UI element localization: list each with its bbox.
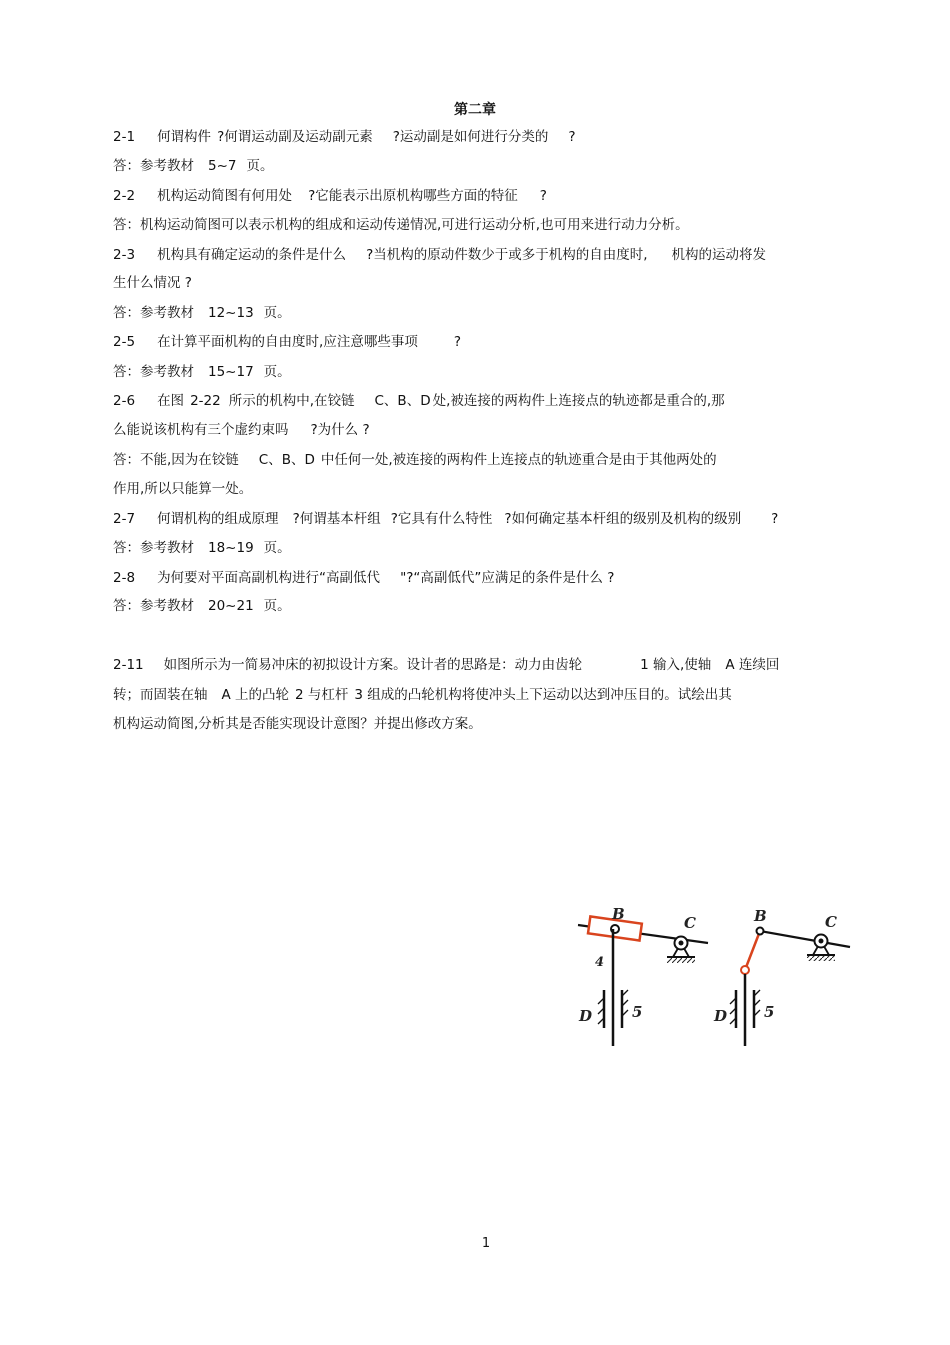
question-2-6	[113, 392, 725, 410]
answer-text: 中任何一处,被连接的两构件上连接点的轨迹重合是由于其他两处的	[320, 452, 717, 468]
question-text: ?	[453, 334, 462, 350]
question-text: 为何要对平面高副机构进行“高副低代	[157, 570, 381, 586]
question-text: ?何谓运动副及运动副元素	[217, 129, 373, 145]
question-text: A 连续回	[725, 657, 780, 673]
answer-2-2	[113, 216, 689, 234]
question-number: 2-3	[113, 247, 136, 263]
answer-2-8	[113, 597, 291, 615]
mechanism-right	[713, 907, 850, 1046]
question-text: A 上的凸轮	[221, 687, 290, 703]
answer-text: 答：参考教材	[113, 364, 194, 380]
label-c: C	[825, 913, 837, 931]
chapter-title: 第二章	[454, 102, 496, 118]
question-text: 所示的机构中,在铰链	[228, 393, 355, 409]
question-text: ?何谓基本杆组	[292, 511, 381, 527]
answer-text: 页。	[263, 364, 291, 380]
question-text: ?为什么 ?	[310, 422, 370, 438]
label-d: D	[714, 1007, 728, 1025]
question-text: ?	[539, 188, 547, 204]
page-range: 12~13	[208, 305, 254, 321]
label-5: 5	[764, 1003, 775, 1021]
question-text: 转；而固装在轴	[113, 687, 208, 703]
question-2-3	[113, 246, 766, 264]
question-number: 2-1	[113, 129, 136, 145]
label-b: B	[754, 907, 767, 925]
question-text: 机构运动简图,分析其是否能实现设计意图？并提出修改方案。	[113, 716, 482, 732]
answer-text: 页。	[263, 305, 291, 321]
question-2-7	[113, 510, 778, 528]
page-number: 1	[481, 1236, 491, 1251]
question-2-5	[113, 333, 461, 351]
answer-2-6-cont	[113, 480, 252, 498]
question-text: "?“高副低代”应满足的条件是什么 ?	[400, 570, 615, 586]
question-2-2	[113, 187, 547, 205]
answer-text: 页。	[263, 540, 291, 556]
question-text: 机构运动简图有何用处	[157, 188, 293, 204]
answer-text: 答：机构运动简图可以表示机构的组成和运动传递情况,可进行运动分析,也可用来进行动力分析。	[113, 217, 689, 233]
question-text: 在计算平面机构的自由度时,应注意哪些事项	[157, 334, 418, 350]
question-text: 3 组成的凸轮机构将使冲头上下运动以达到冲压目的。试绘出其	[354, 687, 732, 703]
page-range: 20~21	[208, 598, 254, 614]
question-text: 何谓机构的组成原理	[157, 511, 279, 527]
link-red	[745, 931, 760, 970]
question-text: 何谓构件	[157, 129, 212, 145]
joint-b	[757, 928, 764, 935]
answer-2-7	[113, 539, 291, 557]
joint-labels: C、B、D	[258, 452, 315, 468]
answer-text: 答：参考教材	[113, 305, 194, 321]
question-2-11	[113, 656, 779, 674]
answer-text: 答：参考教材	[113, 598, 194, 614]
answer-text: 答：参考教材	[113, 540, 194, 556]
question-text: ?	[568, 129, 576, 145]
question-2-6-cont	[113, 421, 370, 439]
question-text: 机构具有确定运动的条件是什么	[157, 247, 347, 263]
question-text: 处,被连接的两构件上连接点的轨迹都是重合的,那	[432, 393, 725, 409]
mechanism-left	[578, 905, 708, 1046]
question-text: ?	[771, 511, 779, 527]
link-bc	[760, 931, 850, 947]
question-text: 机构的运动将发	[671, 247, 767, 263]
answer-text: 作用,所以只能算一处。	[113, 481, 253, 497]
question-text: ?如何确定基本杆组的级别及机构的级别	[504, 511, 742, 527]
question-number: 2-2	[113, 188, 136, 204]
mechanism-figure	[572, 898, 862, 1054]
question-number: 2-11	[113, 657, 144, 673]
question-text: ?它具有什么特性	[390, 511, 493, 527]
question-number: 2-6	[113, 393, 136, 409]
question-text: 生什么情况 ?	[113, 275, 192, 291]
question-2-11-cont2	[113, 715, 482, 733]
answer-text: 页。	[263, 598, 291, 614]
answer-text: 答：参考教材	[113, 158, 194, 174]
question-number: 2-7	[113, 511, 136, 527]
label-d: D	[579, 1007, 593, 1025]
answer-text: 页。	[246, 158, 274, 174]
answer-2-1	[113, 157, 274, 175]
page-range: 15~17	[208, 364, 254, 380]
joint-rod	[741, 966, 749, 974]
question-text: ?当机构的原动件数少于或多于机构的自由度时,	[366, 247, 648, 263]
question-text: 如图所示为一简易冲床的初拟设计方案。设计者的思路是：动力由齿轮	[163, 657, 583, 673]
pivot-c	[807, 935, 835, 962]
question-text: ?运动副是如何进行分类的	[392, 129, 549, 145]
question-2-11-cont1	[113, 686, 732, 704]
question-text: 1 输入,使轴	[640, 657, 712, 673]
question-2-3-cont	[113, 274, 192, 292]
question-2-1	[113, 128, 576, 146]
question-text: 么能说该机构有三个虚约束吗	[113, 422, 289, 438]
label-b: B	[612, 905, 625, 923]
answer-text: 答：不能,因为在铰链	[113, 452, 239, 468]
question-2-8	[113, 569, 614, 587]
label-5: 5	[632, 1003, 643, 1021]
label-4: 4	[595, 955, 605, 970]
answer-2-6	[113, 451, 717, 469]
answer-2-5	[113, 363, 291, 381]
page-range: 18~19	[208, 540, 254, 556]
question-number: 2-8	[113, 570, 136, 586]
figure-ref: 2-22	[190, 393, 221, 409]
question-text: 2 与杠杆	[295, 687, 349, 703]
question-number: 2-5	[113, 334, 136, 350]
label-c: C	[684, 914, 696, 932]
joint-labels: C、B、D	[374, 393, 431, 409]
answer-2-3	[113, 304, 291, 322]
question-text: ?它能表示出原机构哪些方面的特征	[308, 188, 518, 204]
page-range: 5~7	[208, 158, 237, 174]
question-text: 在图	[157, 393, 185, 409]
